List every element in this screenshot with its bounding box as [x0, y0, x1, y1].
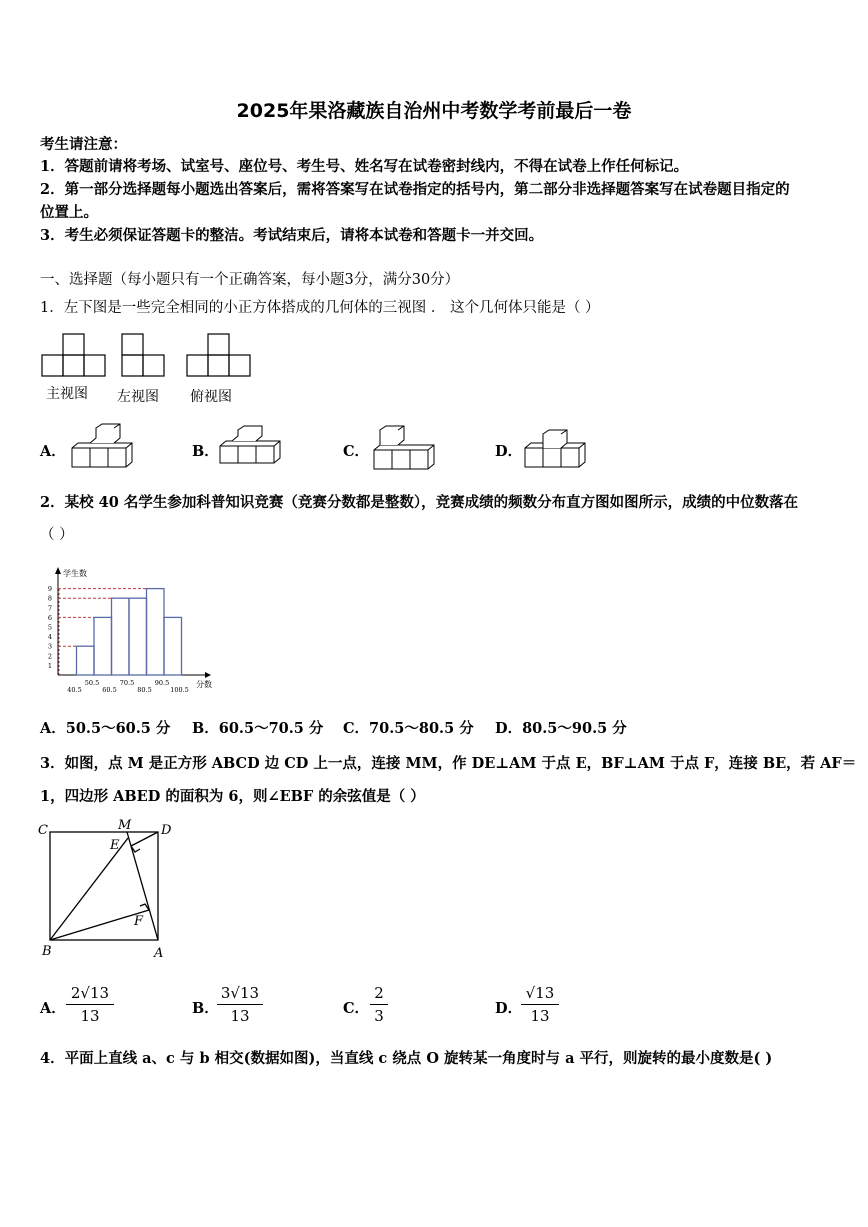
hist-x-tick-label: 50.5	[84, 679, 100, 687]
hist-y-tick-label: 8	[47, 594, 52, 603]
q2-stem-paren: （ ）	[40, 527, 74, 543]
q3-option-d-fraction	[521, 984, 559, 1025]
hist-y-tick-label: 1	[47, 661, 52, 670]
hist-y-tick-label: 6	[47, 613, 52, 622]
hist-x-tick-label: 60.5	[102, 686, 117, 694]
q3-option-c-label: C．	[343, 1000, 370, 1017]
hist-x-tick-label: 70.5	[119, 679, 135, 687]
q2-option-d: D．80.5～90.5 分	[495, 720, 627, 737]
q3-stem: 3．如图，点 M 是正方形 ABCD 边 CD 上一点，连接 MM，作 DE⊥AM 于点 E，BF⊥AM 于点 F，连接 BE，若 AF＝	[40, 755, 857, 772]
fig-label-b: B	[42, 944, 52, 959]
q2-stem: 2．某校 40 名学生参加科普知识竞赛（竞赛分数都是整数），竞赛成绩的频数分布直方图如图所示，成绩的中位数落在	[40, 494, 799, 511]
hist-x-tick-label: 40.5	[67, 686, 82, 694]
fig-label-a: A	[154, 946, 164, 961]
hist-y-tick-label: 9	[47, 585, 52, 594]
q3-option-a-label: A．	[40, 1000, 66, 1017]
q1-stem: 1．左下图是一些完全相同的小正方体搭成的几何体的三视图 ． 这个几何体只能是（ ）	[40, 300, 600, 316]
notice-item-1: 1．答题前请将考场、试室号、座位号、考生号、姓名写在试卷密封线内，不得在试卷上作任何标记。	[40, 158, 689, 175]
page-title: 2025年果洛藏族自治州中考数学考前最后一卷	[236, 100, 632, 122]
view-label-left: 左视图	[117, 389, 159, 405]
fig-label-d: D	[161, 823, 172, 838]
notice-item-2: 2．第一部分选择题每小题选出答案后，需将答案写在试卷指定的括号内，第二部分非选择题答案写在试卷题目指定的	[40, 181, 790, 198]
q3-option-d-label: D．	[495, 1000, 523, 1017]
q3-option-a-numerator: 2√13	[70, 984, 110, 1002]
q1-option-d-label: D．	[495, 443, 523, 460]
q1-option-b-label: B．	[192, 443, 219, 460]
q3-option-b-denominator: 13	[230, 1007, 250, 1025]
q3-option-c-fraction	[370, 984, 388, 1025]
fig-label-e: E	[110, 838, 120, 853]
hist-y-tick-label: 2	[47, 652, 52, 661]
notice-item-2-cont: 位置上。	[40, 204, 98, 221]
notice-item-3: 3．考生必须保证答题卡的整洁。考试结束后，请将本试卷和答题卡一并交回。	[40, 227, 544, 244]
q4-stem: 4．平面上直线 a、c 与 b 相交(数据如图)，当直线 c 绕点 O 旋转某一角度时与 a 平行，则旋转的最小度数是( )	[40, 1050, 773, 1067]
hist-y-tick-label: 3	[47, 642, 52, 651]
fig-label-m: M	[118, 818, 132, 833]
hist-y-tick-label: 5	[47, 623, 52, 632]
q3-option-a-denominator: 13	[80, 1007, 100, 1025]
hist-x-tick-label: 100.5	[170, 686, 189, 694]
q2-option-c: C．70.5～80.5 分	[343, 720, 474, 737]
q3-option-d-numerator: √13	[525, 984, 555, 1002]
hist-ylabel: 学生数	[63, 569, 87, 578]
q3-option-a-fraction	[66, 984, 114, 1025]
q3-option-b-label: B．	[192, 1000, 219, 1017]
q3-option-d-denominator: 13	[530, 1007, 550, 1025]
hist-xlabel: 分数	[196, 680, 212, 689]
q2-option-b: B．60.5～70.5 分	[192, 720, 324, 737]
view-label-top: 俯视图	[190, 389, 232, 405]
q3-option-c-numerator: 2	[374, 984, 384, 1002]
section-heading: 一、选择题（每小题只有一个正确答案，每小题3分，满分30分）	[40, 272, 460, 288]
hist-y-tick-label: 4	[47, 633, 52, 642]
q3-option-c-denominator: 3	[374, 1007, 384, 1025]
q3-option-b-fraction	[217, 984, 263, 1025]
q1-option-a-label: A．	[40, 443, 66, 460]
q2-option-a: A．50.5～60.5 分	[40, 720, 171, 737]
hist-y-tick-label: 7	[47, 604, 52, 613]
q3-stem-2: 1，四边形 ABED 的面积为 6，则∠EBF 的余弦值是（ ）	[40, 788, 425, 805]
fig-label-f: F	[134, 914, 144, 929]
q3-option-b-numerator: 3√13	[220, 984, 260, 1002]
hist-x-tick-label: 80.5	[137, 686, 152, 694]
fig-label-c: C	[38, 823, 48, 838]
q1-option-c-label: C．	[343, 443, 370, 460]
hist-x-tick-label: 90.5	[154, 679, 170, 687]
notice-heading: 考生请注意：	[40, 136, 127, 153]
view-label-front: 主视图	[46, 386, 88, 402]
